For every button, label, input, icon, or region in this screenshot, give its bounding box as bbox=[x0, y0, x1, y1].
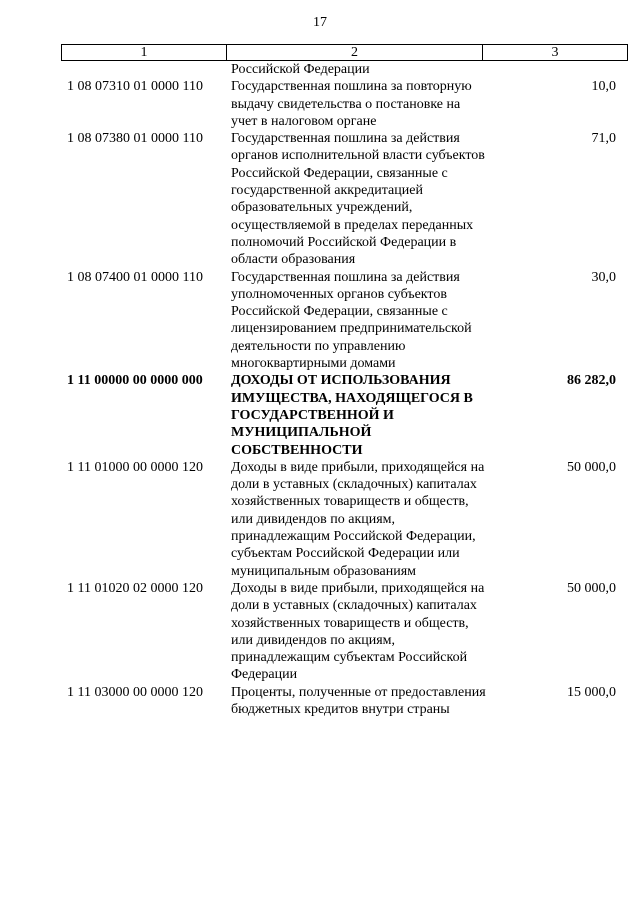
table-row bbox=[61, 130, 628, 268]
table-row bbox=[61, 684, 628, 719]
row-amount: 50 000,0 bbox=[567, 459, 616, 475]
continuation-row bbox=[61, 61, 628, 78]
table-row-section-total bbox=[61, 372, 628, 458]
row-name: Государственная пошлина за повторную выдачу свидетельства о постановке на учет в налоговом органе bbox=[231, 79, 472, 129]
table-row bbox=[61, 78, 628, 130]
table-row bbox=[61, 459, 628, 580]
row-code: 1 11 03000 00 0000 120 bbox=[67, 684, 203, 700]
revenue-table bbox=[61, 44, 628, 718]
page-number: 17 bbox=[313, 15, 327, 30]
row-code: 1 11 00000 00 0000 000 bbox=[67, 373, 203, 389]
row-code: 1 11 01020 02 0000 120 bbox=[67, 580, 203, 596]
row-amount: 15 000,0 bbox=[567, 684, 616, 700]
row-name: Доходы в виде прибыли, приходящейся на доли в уставных (складочных) капиталах хозяйственных товариществ и обществ, или дивидендов по акциям, принадлежащим Российской Федерации, субъектам Российской Федерации или муниципальным образованиям bbox=[231, 459, 485, 579]
row-code: 1 08 07380 01 0000 110 bbox=[67, 131, 203, 147]
row-code: 1 08 07400 01 0000 110 bbox=[67, 269, 203, 285]
row-name: ДОХОДЫ ОТ ИСПОЛЬЗОВАНИЯ ИМУЩЕСТВА, НАХОДЯЩЕГОСЯ В ГОСУДАРСТВЕННОЙ И МУНИЦИПАЛЬНОЙ СОБСТВЕННОСТИ bbox=[231, 373, 473, 458]
row-amount: 10,0 bbox=[591, 79, 616, 95]
table-row bbox=[61, 269, 628, 373]
row-name: Доходы в виде прибыли, приходящейся на доли в уставных (складочных) капиталах хозяйственных товариществ и обществ, или дивидендов по акциям, принадлежащим субъектам Российской Федерации bbox=[231, 580, 485, 683]
row-code: 1 08 07310 01 0000 110 bbox=[67, 79, 203, 95]
table-row bbox=[61, 580, 628, 684]
row-amount: 50 000,0 bbox=[567, 580, 616, 596]
row-name: Российской Федерации bbox=[231, 62, 370, 77]
header-column-2: 2 bbox=[227, 45, 483, 60]
header-column-1: 1 bbox=[62, 45, 227, 60]
row-amount: 71,0 bbox=[591, 131, 616, 147]
row-code bbox=[61, 61, 231, 78]
header-column-3: 3 bbox=[551, 45, 559, 60]
row-name: Государственная пошлина за действия уполномоченных органов субъектов Российской Федерации, связанные с лицензированием предпринимательской деятельности по управлению многоквартирными домами bbox=[231, 269, 472, 372]
row-name: Проценты, полученные от предоставления бюджетных кредитов внутри страны bbox=[231, 684, 486, 717]
row-amount: 86 282,0 bbox=[567, 373, 616, 389]
row-name: Государственная пошлина за действия органов исполнительной власти субъектов Российской Федерации, связанные с государственной аккредитацией образовательных учреждений, осуществляемой в пределах переданных полномочий Российской Федерации в области образования bbox=[231, 131, 485, 268]
row-amount: 30,0 bbox=[591, 269, 616, 285]
row-code: 1 11 01000 00 0000 120 bbox=[67, 459, 203, 475]
row-amount bbox=[486, 61, 628, 78]
table-header bbox=[61, 44, 628, 61]
